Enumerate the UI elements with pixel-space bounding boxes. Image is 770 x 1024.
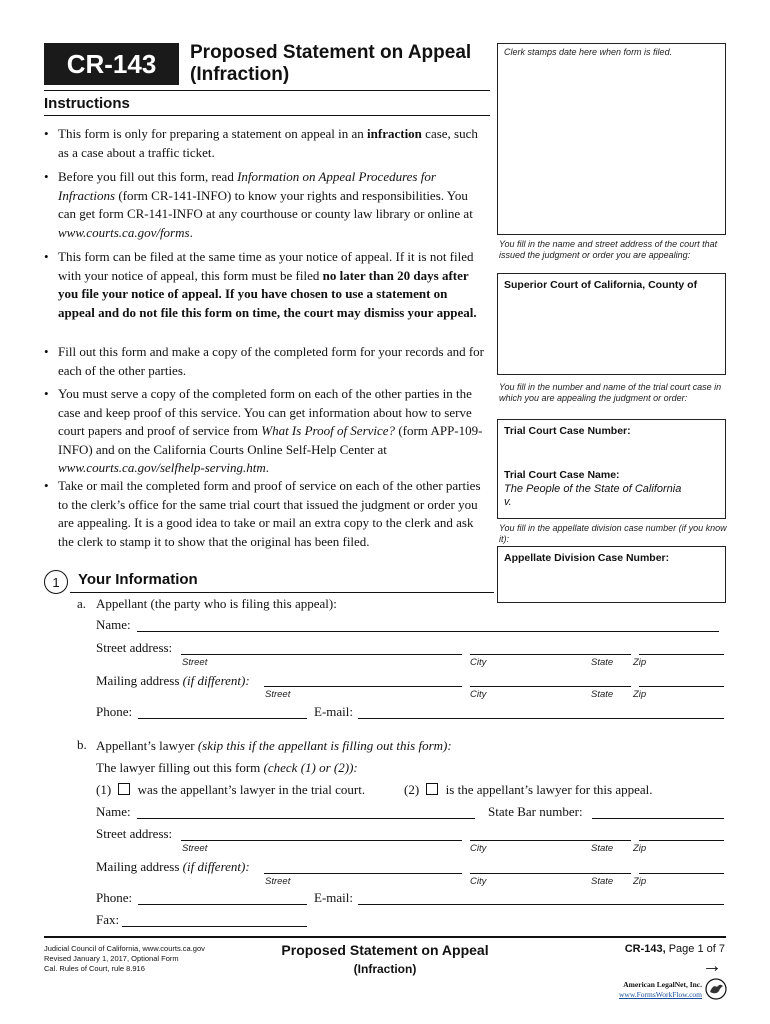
option1-text: was the appellant’s lawyer in the trial court. bbox=[137, 782, 366, 797]
mailing-state-caption: State bbox=[591, 689, 614, 700]
name-input[interactable] bbox=[137, 631, 719, 632]
instructions-heading: Instructions bbox=[44, 95, 130, 112]
lawyer-mailing-zip-caption: Zip bbox=[633, 876, 647, 887]
lawyer-phone-label: Phone: bbox=[96, 890, 133, 905]
publisher-name: American LegalNet, Inc. bbox=[623, 980, 702, 989]
case-name-value: The People of the State of California bbox=[504, 483, 682, 495]
lawyer-mailing-state-caption: State bbox=[591, 876, 614, 887]
publisher-link[interactable]: www.FormsWorkFlow.com bbox=[618, 990, 702, 999]
section-rule bbox=[70, 592, 494, 593]
lawyer-name-label: Name: bbox=[96, 804, 131, 819]
state-bar-input[interactable] bbox=[592, 818, 724, 819]
lawyer-mailing-city-input[interactable] bbox=[470, 873, 631, 874]
lawyer-city-input[interactable] bbox=[470, 840, 631, 841]
footer-subtitle: (Infraction) bbox=[353, 962, 417, 976]
footer-council: Judicial Council of California, www.courts.ca.gov bbox=[44, 944, 205, 953]
item-b-text: Appellant’s lawyer (skip this if the appellant is filling out this form): bbox=[96, 738, 452, 753]
phone-label: Phone: bbox=[96, 704, 133, 719]
court-note: You fill in the name and street address of the court that issued the judgment or order you are appealing: bbox=[499, 239, 718, 260]
next-page-arrow-icon[interactable]: → bbox=[702, 955, 722, 977]
footer-rule-ref: Cal. Rules of Court, rule 8.916 bbox=[44, 964, 145, 973]
lawyer-state-zip-input[interactable] bbox=[639, 840, 724, 841]
lawyer-street-caption: Street bbox=[182, 843, 208, 854]
option1-checkbox[interactable] bbox=[118, 783, 130, 795]
instruction-bullet-2: • Before you fill out this form, read Information on Appeal Procedures for Infractions (form CR-141-INFO) to know your rights and responsibilities. You can get form CR-141-INFO at any courthouse or county law library or online at www.courts.ca.gov/forms. bbox=[44, 169, 473, 240]
court-box[interactable] bbox=[497, 273, 726, 375]
instruction-bullet-6: • Take or mail the completed form and proof of service on each of the other parties to the clerk’s office for the same trial court that issued the judgment or order you are appealing. It is a good idea to take or mail an extra copy to the clerk and ask the clerk to stamp it to show that the original has been filed. bbox=[44, 478, 481, 549]
mailing-street-input[interactable] bbox=[264, 686, 462, 687]
header-rule bbox=[44, 90, 490, 91]
mailing-city-input[interactable] bbox=[470, 686, 631, 687]
lawyer-mailing-state-zip-input[interactable] bbox=[639, 873, 724, 874]
footer-rule bbox=[44, 936, 726, 938]
clerk-note: Clerk stamps date here when form is filed. bbox=[504, 47, 673, 57]
fax-label: Fax: bbox=[96, 912, 120, 927]
publisher-block bbox=[612, 980, 702, 1000]
title-line-2: (Infraction) bbox=[190, 64, 290, 85]
mailing-state-zip-input[interactable] bbox=[639, 686, 724, 687]
item-a-text: Appellant (the party who is filing this appeal): bbox=[96, 596, 337, 611]
state-zip-input[interactable] bbox=[639, 654, 724, 655]
form-id-badge: CR-143 bbox=[44, 43, 179, 85]
eagle-logo-icon bbox=[705, 978, 727, 1000]
state-bar-label: State Bar number: bbox=[488, 804, 583, 819]
clerk-stamp-box[interactable] bbox=[497, 43, 726, 235]
lawyer-options bbox=[96, 782, 365, 798]
section-number: 1 bbox=[44, 570, 68, 594]
case-v: v. bbox=[504, 496, 512, 508]
instruction-bullet-4: • Fill out this form and make a copy of the completed form for your records and for each of the other parties. bbox=[44, 344, 484, 378]
case-note: You fill in the number and name of the trial court case in which you are appealing the judgment or order: bbox=[499, 382, 722, 403]
lawyer-phone-input[interactable] bbox=[138, 904, 307, 905]
appellate-box[interactable] bbox=[497, 546, 726, 603]
lawyer-zip-caption: Zip bbox=[633, 843, 647, 854]
instruction-bullet-3: • This form can be filed at the same time as your notice of appeal. If it is not filed with your notice of appeal, this form must be filed no later than 20 days after you file your notice of appeal. If you have chosen to use a statement on appeal and do not file this form on time, the court may dismiss your appeal. bbox=[44, 249, 477, 320]
mailing-address-label: Mailing address (if different): bbox=[96, 673, 250, 688]
lawyer-option-2 bbox=[404, 782, 653, 798]
appellate-note: You fill in the appellate division case number (if you know it): bbox=[499, 523, 727, 544]
lawyer-mailing-street-caption: Street bbox=[265, 876, 291, 887]
name-label: Name: bbox=[96, 617, 131, 632]
lawyer-email-input[interactable] bbox=[358, 904, 724, 905]
email-input[interactable] bbox=[358, 718, 724, 719]
footer-revised: Revised January 1, 2017, Optional Form bbox=[44, 954, 179, 963]
section-title: Your Information bbox=[78, 571, 198, 588]
case-number-label: Trial Court Case Number: bbox=[504, 425, 631, 437]
lawyer-mailing-city-caption: City bbox=[470, 876, 487, 887]
mailing-street-caption: Street bbox=[265, 689, 291, 700]
mailing-zip-caption: Zip bbox=[633, 689, 647, 700]
item-a-label: a. bbox=[77, 596, 87, 611]
lawyer-line: The lawyer filling out this form (check (1) or (2)): bbox=[96, 760, 358, 775]
footer-form-id: CR-143, bbox=[624, 943, 666, 955]
option1-number: (1) bbox=[96, 782, 112, 797]
lawyer-mailing-street-input[interactable] bbox=[264, 873, 462, 874]
appellate-label: Appellate Division Case Number: bbox=[504, 552, 670, 564]
street-address-label: Street address: bbox=[96, 640, 173, 655]
option2-text: is the appellant’s lawyer for this appeal. bbox=[445, 782, 653, 797]
lawyer-state-caption: State bbox=[591, 843, 614, 854]
footer-center bbox=[250, 942, 520, 976]
city-caption: City bbox=[470, 657, 487, 668]
lawyer-email-label: E-mail: bbox=[314, 890, 353, 905]
phone-input[interactable] bbox=[138, 718, 307, 719]
lawyer-name-input[interactable] bbox=[137, 818, 475, 819]
case-box[interactable] bbox=[497, 419, 726, 519]
street-input[interactable] bbox=[181, 654, 462, 655]
instruction-bullet-1: • This form is only for preparing a statement on appeal in an infraction case, such as a case about a traffic ticket. bbox=[44, 126, 478, 160]
footer-page: Page 1 of 7 bbox=[668, 943, 725, 955]
lawyer-street-input[interactable] bbox=[181, 840, 462, 841]
lawyer-mailing-address-label: Mailing address (if different): bbox=[96, 859, 250, 874]
page-title bbox=[190, 42, 480, 86]
title-line-1: Proposed Statement on Appeal bbox=[190, 42, 472, 63]
lawyer-city-caption: City bbox=[470, 843, 487, 854]
zip-caption: Zip bbox=[633, 657, 647, 668]
item-b-label: b. bbox=[77, 737, 87, 752]
fax-input[interactable] bbox=[122, 926, 307, 927]
instruction-bullet-5: • You must serve a copy of the completed form on each of the other parties in the case and keep proof of this service. You can get information about how to serve court papers and proof of service from What Is Proof of Service? (form APP-109-INFO) and on the California Courts Online Self-Help Center at www.courts.ca.gov/selfhelp-serving.htm. bbox=[44, 386, 483, 476]
instructions-rule bbox=[44, 115, 490, 116]
mailing-city-caption: City bbox=[470, 689, 487, 700]
street-caption: Street bbox=[182, 657, 208, 668]
court-label: Superior Court of California, County of bbox=[504, 279, 698, 291]
state-caption: State bbox=[591, 657, 614, 668]
footer-right bbox=[560, 943, 725, 955]
footer-title: Proposed Statement on Appeal bbox=[281, 942, 489, 958]
email-label: E-mail: bbox=[314, 704, 353, 719]
footer-left bbox=[44, 944, 205, 974]
city-input[interactable] bbox=[470, 654, 631, 655]
case-name-label: Trial Court Case Name: bbox=[504, 469, 620, 481]
option2-number: (2) bbox=[404, 782, 420, 797]
lawyer-street-address-label: Street address: bbox=[96, 826, 173, 841]
option2-checkbox[interactable] bbox=[426, 783, 438, 795]
